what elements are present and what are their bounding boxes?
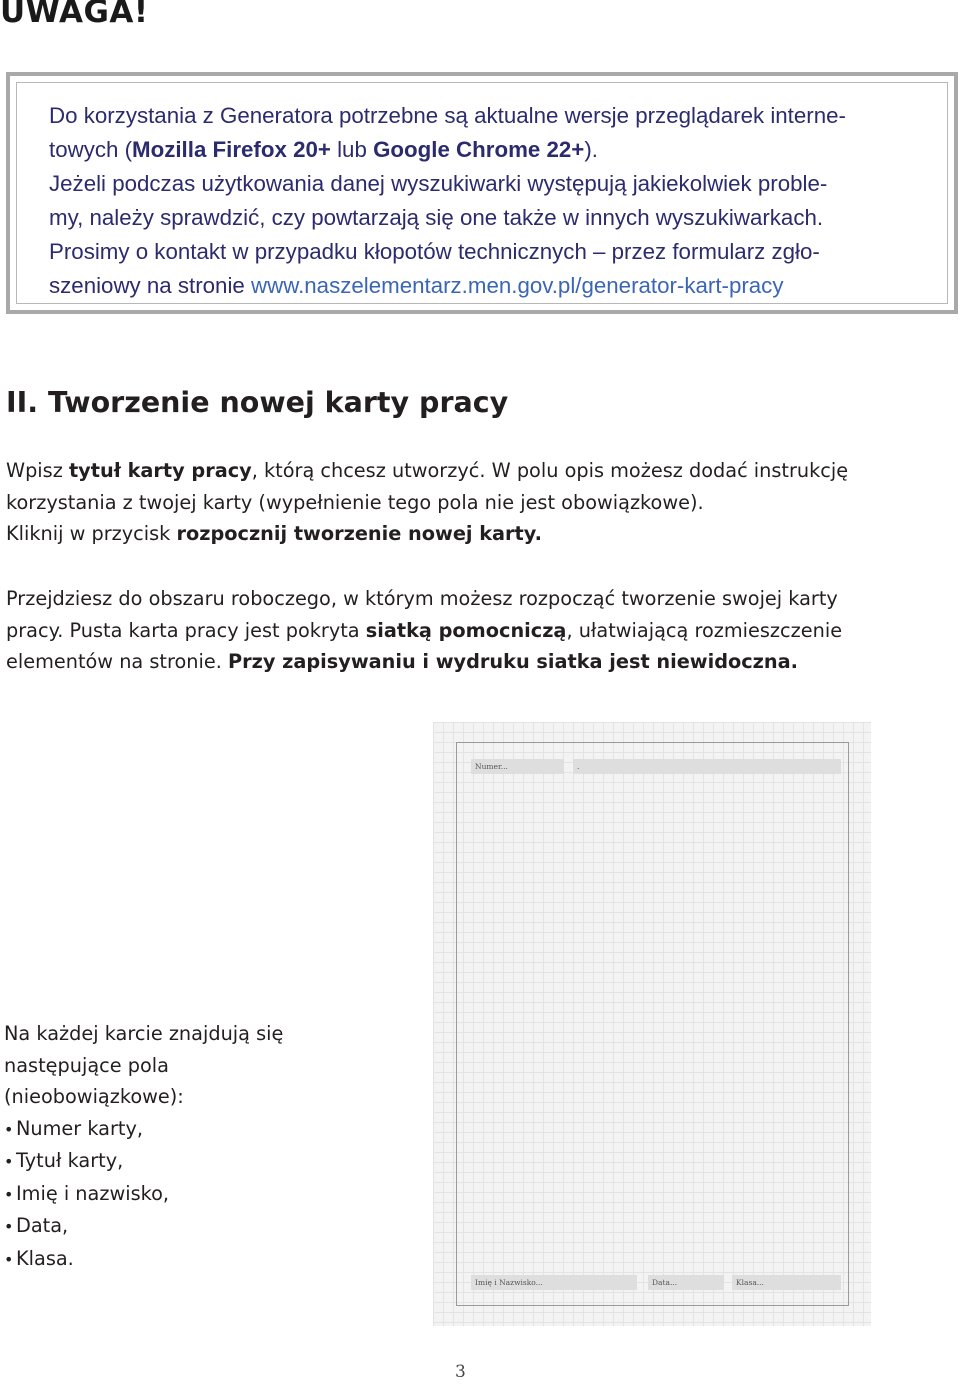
fields-intro-3: (nieobowiązkowe): <box>4 1085 184 1108</box>
title-field: . <box>573 759 841 774</box>
para2-line-3 <box>6 646 956 678</box>
notice-line-5: Prosimy o kontakt w przypadku kłopotów technicznych – przez formularz zgło- <box>49 239 820 264</box>
page-number: 3 <box>455 1362 466 1382</box>
workspace-paragraph <box>6 583 956 678</box>
worksheet-page <box>456 742 849 1306</box>
para1-line-2: korzystania z twojej karty (wypełnienie tego pola nie jest obowiązkowe). <box>6 490 704 514</box>
warning-title: UWAGA! <box>0 0 149 30</box>
notice-line-2-pre: towych ( <box>49 137 133 162</box>
fields-intro-1: Na każdej karcie znajdują się <box>4 1022 284 1045</box>
browser-firefox: Mozilla Firefox 20+ <box>132 137 331 162</box>
notice-line-4: my, należy sprawdzić, czy powtarzają się one także w innych wyszukiwarkach. <box>49 205 824 230</box>
notice-line-2-post: ). <box>584 137 598 162</box>
para2-l2-pre: pracy. Pusta karta pracy jest pokryta <box>6 618 366 642</box>
worksheet-preview <box>433 722 871 1326</box>
para1-l1-post: , którą chcesz utworzyć. W polu opis możesz dodać instrukcję <box>251 459 849 482</box>
instructions-paragraph <box>6 455 956 550</box>
fields-intro-2: następujące pola <box>4 1053 169 1077</box>
notice-line-2 <box>49 133 929 167</box>
notice-line-6-pre: szeniowy na stronie <box>49 273 252 298</box>
notice-line-3: Jeżeli podczas użytkowania danej wyszukiwarki występują jakiekolwiek proble- <box>49 171 828 196</box>
name-field: Imię i Nazwisko... <box>471 1275 637 1290</box>
para1-l1-bold: tytuł karty pracy <box>68 459 252 482</box>
class-field: Klasa... <box>732 1275 841 1290</box>
numer-field: Numer... <box>471 759 564 774</box>
list-item: • Data, <box>4 1210 334 1243</box>
list-item: • Tytuł karty, <box>4 1145 334 1178</box>
fields-description <box>4 1018 334 1275</box>
notice-line-1: Do korzystania z Generatora potrzebne są aktualne wersje przeglądarek interne- <box>49 103 846 128</box>
list-item: • Numer karty, <box>4 1113 334 1146</box>
notice-text <box>49 99 929 303</box>
fields-list <box>4 1113 334 1276</box>
list-item: • Imię i nazwisko, <box>4 1178 334 1211</box>
para2-line-2 <box>6 615 956 647</box>
para2-line-1: Przejdziesz do obszaru roboczego, w którym możesz rozpocząć tworzenie swojej karty <box>6 587 838 610</box>
para1-l1-pre: Wpisz <box>6 459 69 482</box>
para1-l3-bold: rozpocznij tworzenie nowej karty. <box>176 522 542 545</box>
para2-l2-bold: siatką pomocniczą <box>365 618 567 642</box>
para2-l3-pre: elementów na stronie. <box>6 650 228 673</box>
para1-line-3 <box>6 518 956 550</box>
browser-chrome: Google Chrome 22+ <box>373 137 585 162</box>
section-title: II. Tworzenie nowej karty pracy <box>6 386 509 419</box>
generator-link[interactable]: www.naszelementarz.men.gov.pl/generator-kart-pracy <box>251 273 784 298</box>
date-field: Data... <box>648 1275 724 1290</box>
notice-line-6 <box>49 269 929 303</box>
para1-l3-pre: Kliknij w przycisk <box>6 522 177 545</box>
para2-l3-bold: Przy zapisywaniu i wydruku siatka jest niewidoczna. <box>227 650 798 673</box>
list-item: • Klasa. <box>4 1243 334 1276</box>
para1-line-1 <box>6 455 956 487</box>
notice-line-2-mid: lub <box>330 137 374 162</box>
notice-box <box>6 72 958 314</box>
para2-l2-post: , ułatwiającą rozmieszczenie <box>566 618 843 642</box>
